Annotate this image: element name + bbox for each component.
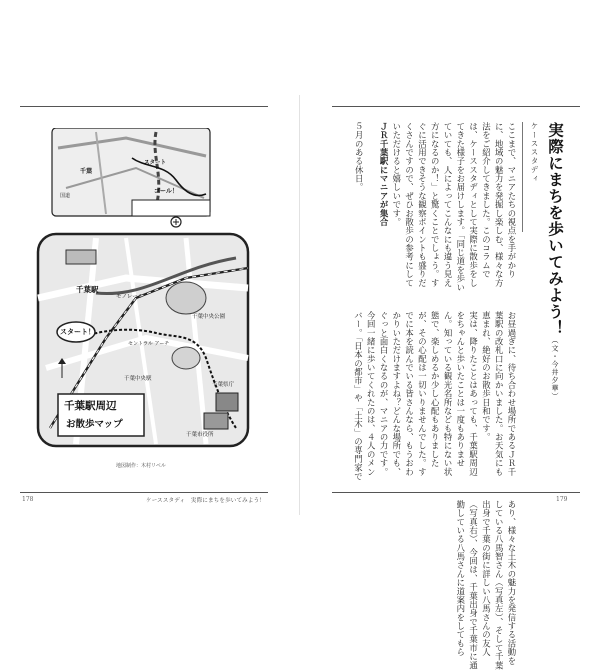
subheading: ＪＲ千葉駅にマニアが集合 bbox=[379, 122, 390, 227]
left-page-number: 178 bbox=[22, 496, 34, 503]
map-title-line1: 千葉駅周辺 bbox=[64, 400, 117, 412]
inset-label-chiba: 千葉 bbox=[80, 168, 93, 175]
right-page-number: 179 bbox=[556, 496, 568, 503]
right-page-bottom-rule bbox=[332, 492, 580, 493]
left-page-top-rule bbox=[20, 106, 268, 107]
running-head: ケーススタディ 実際にまちを歩いてみよう！ bbox=[146, 498, 265, 504]
paragraph: 今回一緒に歩いてくれたのは、４人のメンバー。「日本の都市」や「土木」の専門家であり、様々な土木の魅力を発信する活動をしている八馬智さん（写真左）、そして千葉出身で千葉の街に詳しい八馬さんの友人（写真右）、今回は、千葉出身で千葉市に通勤している八馬さんに道案内をしてもら bbox=[353, 311, 517, 670]
inset-label-kokudo: 国道 bbox=[60, 193, 71, 199]
map-label-start: スタート！ bbox=[60, 328, 95, 336]
right-page-top-rule bbox=[332, 106, 580, 107]
map-label-central-arch: セントラル アーチ bbox=[128, 341, 170, 347]
map-label-city-office: 千葉市役所 bbox=[186, 432, 214, 438]
author-credit: （文・今井夕華） bbox=[551, 336, 559, 401]
map-label-station: 千葉駅 bbox=[76, 285, 99, 294]
inset-map bbox=[52, 128, 210, 227]
paragraph: お昼過ぎに、待ち合わせ場所であるＪＲ千葉駅の改札口に向かいました。お天気にも恵まれ、絶好のお散歩日和です。 bbox=[481, 311, 517, 477]
title-text: 実際にまちを歩いてみよう！ bbox=[546, 122, 564, 337]
map-label-central-park: 千葉中央公園 bbox=[192, 314, 226, 320]
map-credit: 地図制作：木村リベル bbox=[116, 463, 166, 469]
paragraph: ここまで、マニアたちの視点を手がかりに、地域の魅力を発掘し楽しむ、様々な方法をご紹介してきました。このコラムでは、ケーススタディとして実際に散歩をしてきた様子をお届けします。「同じ道を歩いていても、人によってこんなにも違う見え方になるのか！」と驚くことでしょう。すぐに活用できそうな観察ポイントも盛りだくさんですので、ぜひお散歩の参考にしていただけると嬉しいです。 bbox=[391, 122, 517, 292]
article-title bbox=[540, 122, 566, 452]
inset-label-goal: ゴール！ bbox=[154, 188, 178, 195]
article-body bbox=[340, 122, 518, 670]
map-title-line2: お散歩マップ bbox=[66, 419, 123, 430]
map-label-monorail: モノレール bbox=[116, 294, 144, 300]
page-gutter bbox=[299, 95, 300, 515]
walking-map bbox=[36, 128, 250, 450]
paragraph: 実は、降りたことはあっても、千葉駅周辺をちゃんと歩いたことは一度もありません。知っている観光名所なども特にない状態で、楽しめるか少し心配もありましたが、その心配は一切いりませんでした。すでに本を読んでいる皆さんなら、もうおわかりいただけますよね？どんな場所でも、ぐっと面白くなるのが、マニアの力です。 bbox=[379, 311, 479, 477]
map-label-prefecture-office: 千葉県庁 bbox=[212, 382, 235, 388]
section-label: ケーススタディ bbox=[522, 122, 540, 232]
left-page-bottom-rule bbox=[20, 492, 268, 493]
paragraph: ５月のある休日。 bbox=[354, 122, 365, 192]
map-label-chuo-station: 千葉中央駅 bbox=[124, 376, 152, 382]
inset-label-start: スタート bbox=[144, 160, 167, 166]
